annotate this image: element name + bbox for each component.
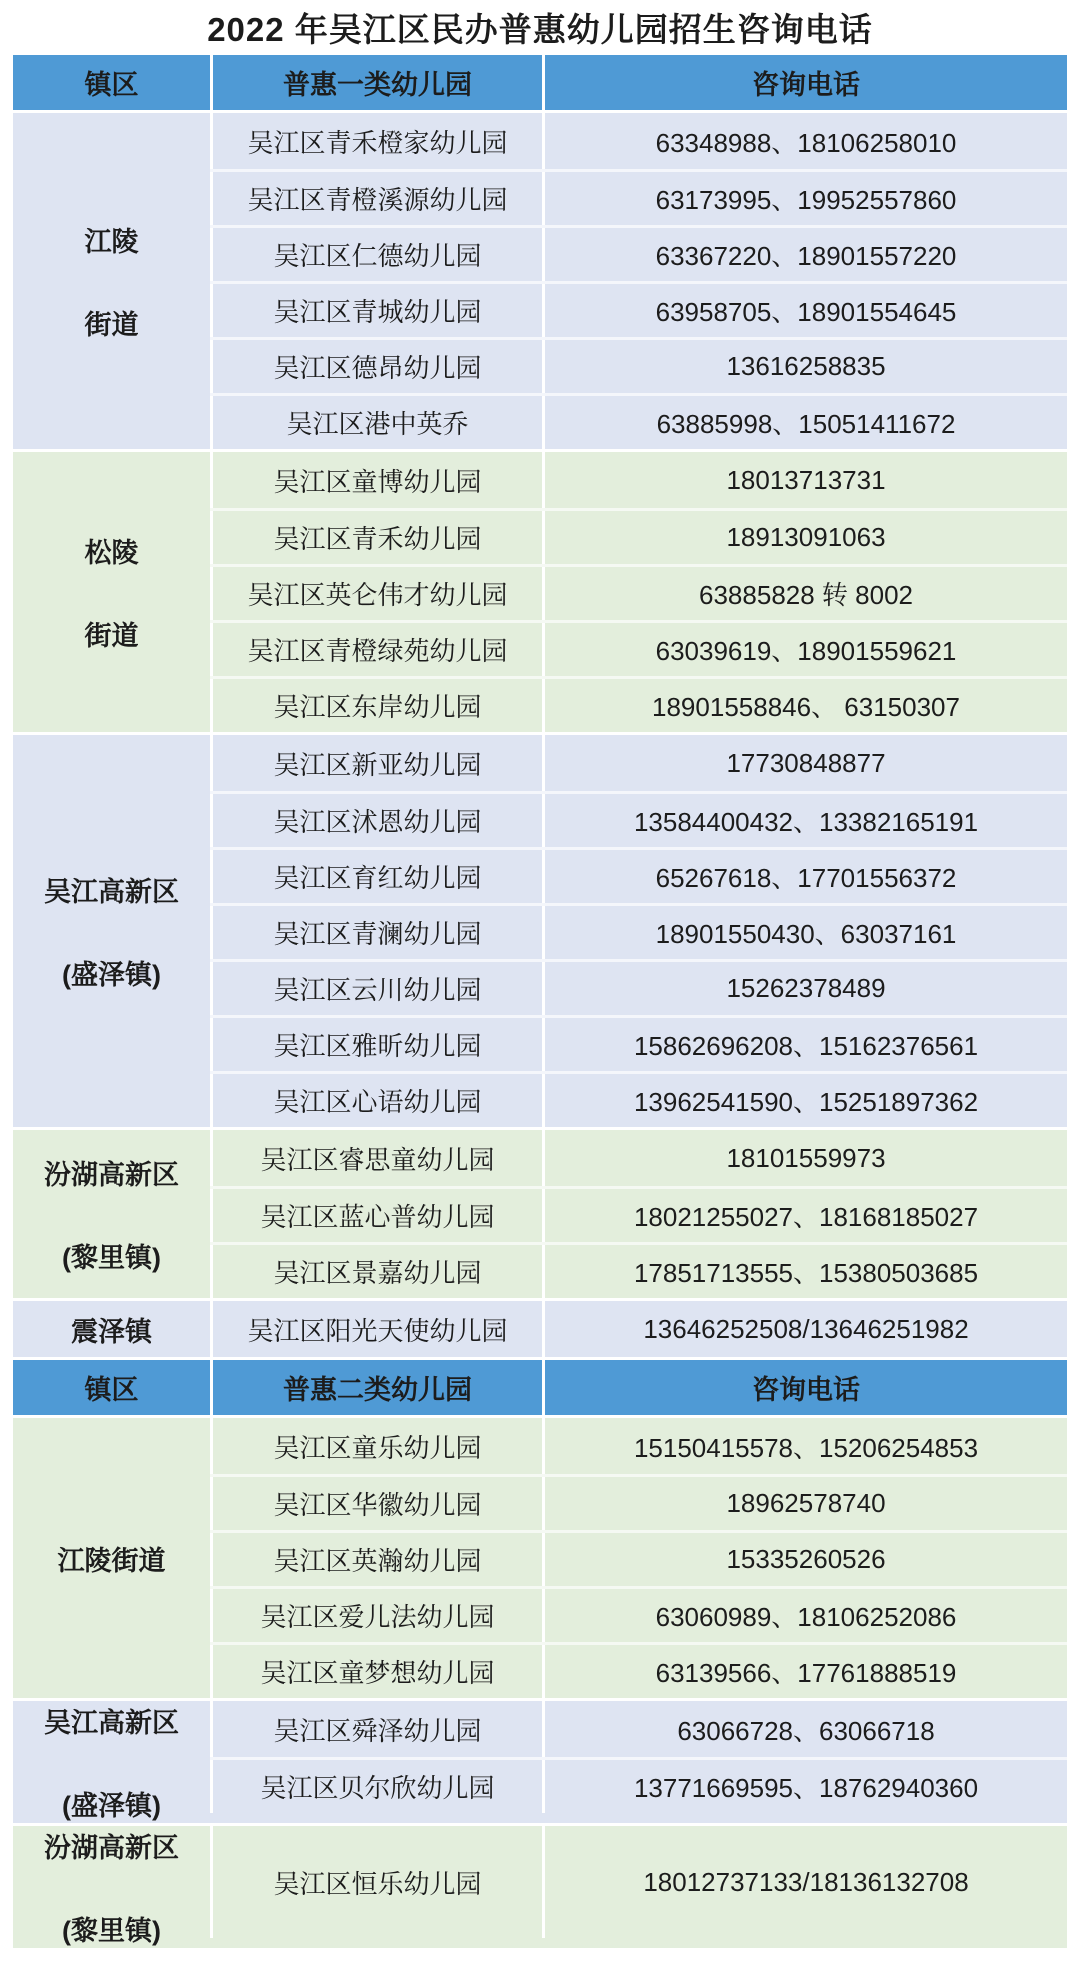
district-cell [13,113,210,449]
district-label: (黎里镇) [62,1243,161,1273]
table-row [210,903,1067,959]
header-cell: 镇区 [84,1375,139,1405]
section-rows [210,452,1067,732]
section-rows [210,735,1067,1127]
kindergarten-name-cell: 吴江区童梦想幼儿园 [210,1645,542,1698]
phone-number-cell: 17730848877 [542,735,1067,791]
kindergarten-name-cell: 吴江区东岸幼儿园 [210,679,542,732]
phone-number-cell: 63139566、17761888519 [542,1645,1067,1698]
table-row [210,1130,1067,1186]
district-label: 松陵 [84,538,139,568]
table-header-row [13,1360,1067,1415]
kindergarten-name-cell: 吴江区青禾幼儿园 [210,511,542,564]
district-section [13,1130,1067,1298]
phone-number-cell: 18013713731 [542,452,1067,508]
district-label: 街道 [84,310,139,340]
kindergarten-name-cell: 吴江区英瀚幼儿园 [210,1533,542,1586]
kindergarten-name-cell: 吴江区育红幼儿园 [210,850,542,903]
phone-number-cell: 13616258835 [542,340,1067,393]
phone-number-cell: 13584400432、13382165191 [542,794,1067,847]
district-cell [13,735,210,1127]
kindergarten-name-cell: 吴江区睿思童幼儿园 [210,1130,542,1186]
section-rows [210,1418,1067,1698]
table-row [210,1586,1067,1642]
district-label: 吴江高新区 [44,877,179,907]
table-row [210,1071,1067,1127]
page-title: 2022 年吴江区民办普惠幼儿园招生咨询电话 [207,11,873,48]
phone-number-cell: 17851713555、15380503685 [542,1245,1067,1298]
district-section [13,1826,1067,1948]
header-cell: 镇区 [84,70,139,100]
district-label: 江陵街道 [57,1545,166,1576]
table-header-row [13,55,1067,110]
phone-number-cell: 63885998、15051411672 [542,396,1067,449]
section-rows [210,1130,1067,1298]
district-label: 街道 [84,621,139,651]
phone-number-cell: 63885828 转 8002 [542,567,1067,620]
phone-number-cell: 63039619、18901559621 [542,623,1067,676]
table [13,55,1067,1948]
phone-number-cell: 63173995、19952557860 [542,172,1067,225]
phone-number-cell: 18901550430、63037161 [542,906,1067,959]
kindergarten-name-cell: 吴江区青城幼儿园 [210,284,542,337]
phone-number-cell: 63958705、18901554645 [542,284,1067,337]
section-rows [210,113,1067,449]
section-rows [210,1826,1067,1948]
kindergarten-name-cell: 吴江区贝尔欣幼儿园 [210,1760,542,1813]
table-row [210,1701,1067,1757]
district-label: 震泽镇 [71,1316,152,1347]
district-cell [13,1701,210,1823]
kindergarten-name-cell: 吴江区童博幼儿园 [210,452,542,508]
section-rows [210,1701,1067,1823]
kindergarten-name-cell: 吴江区英仑伟才幼儿园 [210,567,542,620]
header-cell: 咨询电话 [542,55,1067,110]
table-row [210,1242,1067,1298]
section-rows [210,1301,1067,1357]
district-label: (黎里镇) [62,1916,161,1946]
phone-number-cell: 63066728、63066718 [542,1701,1067,1757]
table-row [210,959,1067,1015]
table-row [210,1642,1067,1698]
phone-number-cell: 18962578740 [542,1477,1067,1530]
district-label: 汾湖高新区 [44,1833,179,1863]
district-cell [13,1826,210,1948]
district-section [13,452,1067,732]
district-label: 吴江高新区 [44,1708,179,1738]
kindergarten-name-cell: 吴江区景嘉幼儿园 [210,1245,542,1298]
district-label: 江陵 [84,227,139,257]
kindergarten-name-cell: 吴江区青橙绿苑幼儿园 [210,623,542,676]
header-cell: 普惠二类幼儿园 [210,1360,542,1415]
table-row [210,735,1067,791]
phone-number-cell: 15262378489 [542,962,1067,1015]
table-row [210,1826,1067,1938]
kindergarten-name-cell: 吴江区阳光天使幼儿园 [210,1301,542,1357]
phone-number-cell: 18901558846、 63150307 [542,679,1067,732]
table-row [210,1474,1067,1530]
kindergarten-name-cell: 吴江区蓝心普幼儿园 [210,1189,542,1242]
district-cell [13,1301,210,1357]
kindergarten-name-cell: 吴江区沭恩幼儿园 [210,794,542,847]
district-cell [13,1130,210,1298]
table-row [210,847,1067,903]
district-cell [13,1418,210,1698]
kindergarten-name-cell: 吴江区云川幼儿园 [210,962,542,1015]
phone-number-cell: 13962541590、15251897362 [542,1074,1067,1127]
phone-number-cell: 65267618、17701556372 [542,850,1067,903]
table-row [210,791,1067,847]
phone-number-cell: 18101559973 [542,1130,1067,1186]
kindergarten-name-cell: 吴江区心语幼儿园 [210,1074,542,1127]
phone-number-cell: 63348988、18106258010 [542,113,1067,169]
district-section [13,735,1067,1127]
phone-number-cell: 63060989、18106252086 [542,1589,1067,1642]
district-cell [13,452,210,732]
kindergarten-name-cell: 吴江区华徽幼儿园 [210,1477,542,1530]
phone-number-cell: 13646252508/13646251982 [542,1301,1067,1357]
district-label: (盛泽镇) [62,960,161,990]
phone-number-cell: 18913091063 [542,511,1067,564]
kindergarten-name-cell: 吴江区爱儿法幼儿园 [210,1589,542,1642]
district-section [13,1701,1067,1823]
header-cell: 咨询电话 [542,1360,1067,1415]
header-cell: 普惠一类幼儿园 [210,55,542,110]
table-row [210,564,1067,620]
kindergarten-name-cell: 吴江区童乐幼儿园 [210,1418,542,1474]
phone-number-cell: 15862696208、15162376561 [542,1018,1067,1071]
table-row [210,169,1067,225]
table-row [210,225,1067,281]
phone-number-cell: 63367220、18901557220 [542,228,1067,281]
district-section [13,113,1067,449]
kindergarten-name-cell: 吴江区恒乐幼儿园 [210,1826,542,1938]
kindergarten-name-cell: 吴江区港中英乔 [210,396,542,449]
table-row [210,620,1067,676]
kindergarten-name-cell: 吴江区青禾橙家幼儿园 [210,113,542,169]
table-row [210,1015,1067,1071]
phone-number-cell: 15335260526 [542,1533,1067,1586]
district-section [13,1418,1067,1698]
district-label: (盛泽镇) [62,1791,161,1821]
kindergarten-name-cell: 吴江区仁德幼儿园 [210,228,542,281]
table-row [210,1418,1067,1474]
table-row [210,1186,1067,1242]
table-row [210,676,1067,732]
phone-number-cell: 15150415578、15206254853 [542,1418,1067,1474]
table-row [210,281,1067,337]
phone-number-cell: 13771669595、18762940360 [542,1760,1067,1813]
kindergarten-name-cell: 吴江区德昂幼儿园 [210,340,542,393]
table-row [210,1301,1067,1357]
table-row [210,113,1067,169]
kindergarten-name-cell: 吴江区青橙溪源幼儿园 [210,172,542,225]
table-row [210,452,1067,508]
district-section [13,1301,1067,1357]
phone-number-cell: 18021255027、18168185027 [542,1189,1067,1242]
kindergarten-name-cell: 吴江区青澜幼儿园 [210,906,542,959]
phone-number-cell: 18012737133/18136132708 [542,1826,1067,1938]
kindergarten-name-cell: 吴江区舜泽幼儿园 [210,1701,542,1757]
kindergarten-name-cell: 吴江区雅昕幼儿园 [210,1018,542,1071]
district-label: 汾湖高新区 [44,1160,179,1190]
table-row [210,508,1067,564]
table-row [210,337,1067,393]
table-row [210,1757,1067,1813]
table-row [210,1530,1067,1586]
table-row [210,393,1067,449]
kindergarten-name-cell: 吴江区新亚幼儿园 [210,735,542,791]
